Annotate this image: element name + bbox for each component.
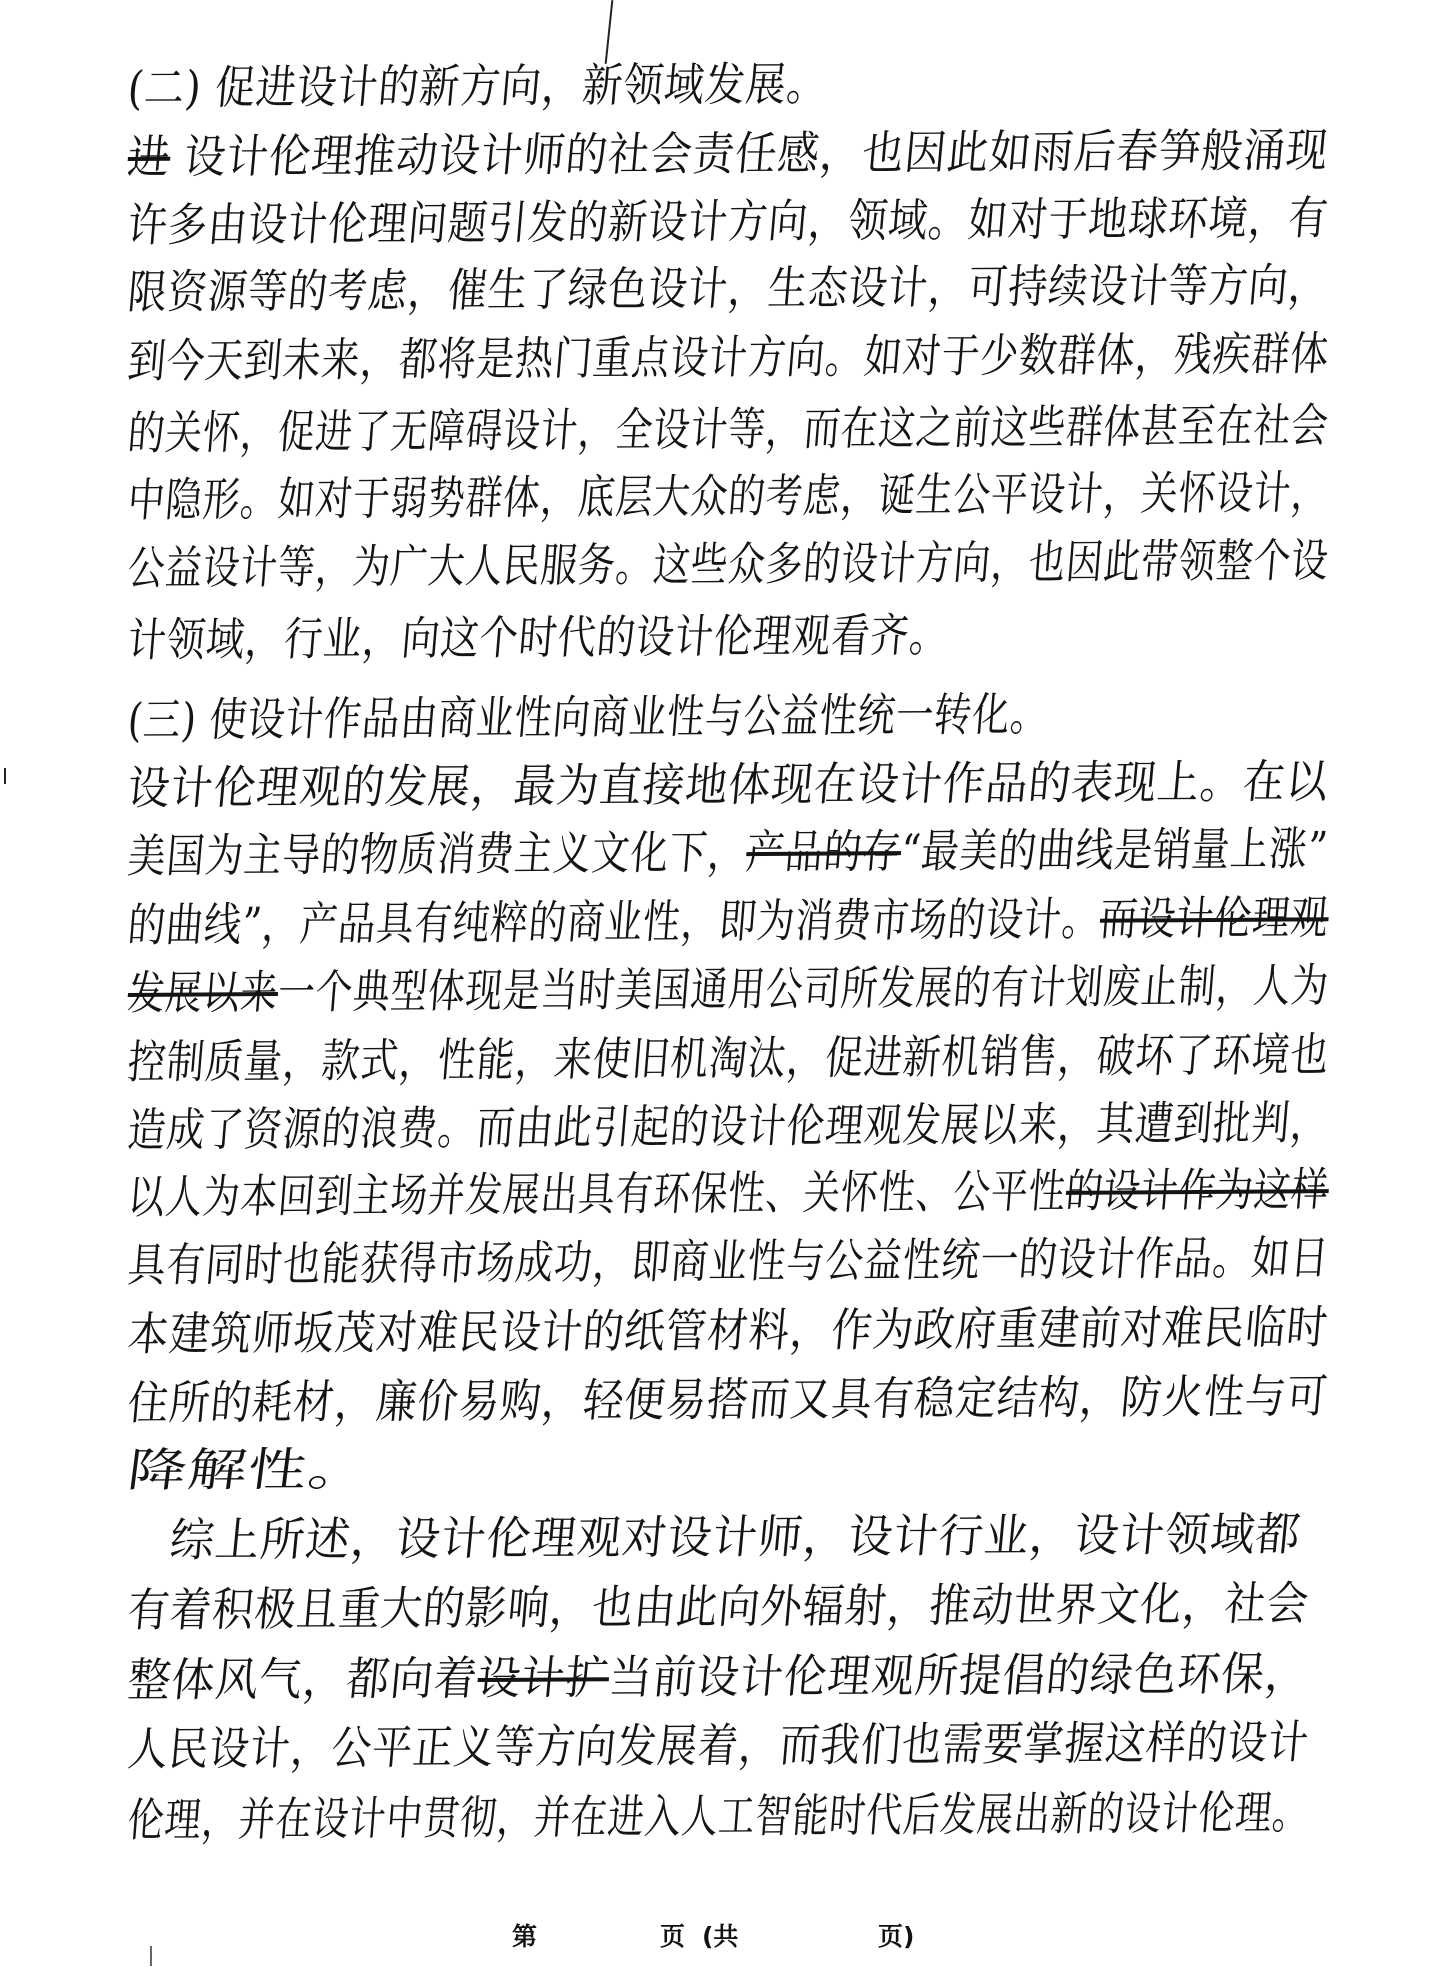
handwritten-line	[126, 1227, 1332, 1295]
line-text: 设计伦理推动设计师的社会责任感，也因此如雨后春笋般涌现	[167, 123, 1331, 184]
line-text: (三) 使设计作品由商业性向商业性与公益性统一转化。	[125, 687, 1051, 747]
line-text: 许多由设计伦理问题引发的新设计方向，领域。如对于地球环境，有	[125, 190, 1331, 252]
handwritten-line	[126, 323, 1332, 391]
line-text: 以人为本回到主场并发展出具有环保性、关怀性、公平性	[125, 1163, 1069, 1224]
handwritten-line	[125, 188, 1331, 255]
line-text: 计领域，行业，向这个时代的设计伦理观看齐。	[125, 607, 951, 667]
handwritten-line	[125, 1643, 1311, 1710]
line-text: (二) 促进设计的新方向，新领域发展。	[125, 56, 830, 115]
handwritten-line	[126, 818, 1331, 886]
footer-page-label: 页	[660, 1922, 686, 1951]
handwritten-line	[125, 255, 1331, 322]
line-text: 的关怀，促进了无障碍设计，全设计等，而在这之前这些群体甚至在社会	[125, 398, 1331, 460]
handwritten-line	[126, 1159, 1332, 1227]
line-text: “最美的曲线是销量上涨”	[898, 821, 1331, 879]
handwritten-line	[125, 120, 1331, 187]
footer-total-label: 页)	[878, 1922, 915, 1951]
line-text: 伦理，并在设计中贯彻，并在进入人工智能时代后发展出新的设计伦理。	[125, 1785, 1312, 1847]
line-text: 具有同时也能获得市场成功，即商业性与公益性统一的设计作品。如日	[125, 1230, 1332, 1292]
line-text: 本建筑师坂茂对难民设计的纸管材料，作为政府重建前对难民临时	[125, 1299, 1331, 1361]
footer-page-label: 第	[512, 1922, 538, 1951]
footer-total-label: (共	[702, 1922, 739, 1951]
handwritten-line	[126, 605, 952, 670]
struck-out-text: 设计扩	[475, 1650, 612, 1706]
line-text: 当前设计伦理观所提倡的绿色环保，	[606, 1646, 1312, 1705]
line-text: 有着积极且重大的影响，也由此向外辐射，推动世界文化，社会	[125, 1576, 1312, 1637]
handwritten-line	[125, 54, 830, 118]
line-text: 限资源等的考虑，催生了绿色设计，生态设计，可持续设计等方向，	[125, 257, 1331, 319]
handwritten-line	[126, 684, 1051, 750]
handwritten-line	[126, 955, 1332, 1023]
line-text: 中隐形。如对于弱势群体，底层大众的考虑，诞生公平设计，关怀设计，	[125, 465, 1331, 527]
handwritten-line	[125, 751, 1331, 818]
handwritten-line	[125, 1366, 1330, 1433]
line-text: 住所的耗材，廉价易购，轻便易搭而又具有稳定结构，防火性与可	[125, 1368, 1331, 1430]
line-text: 降解性。	[124, 1442, 372, 1497]
handwritten-line	[126, 1092, 1332, 1160]
line-text: 设计伦理观的发展，最为直接地体现在设计作品的表现上。在以	[125, 754, 1332, 815]
struck-out-text: 产品的存	[744, 824, 904, 880]
handwritten-line	[126, 462, 1332, 530]
handwritten-line	[125, 1573, 1311, 1640]
line-text: 到今天到未来，都将是热门重点设计方向。如对于少数群体，残疾群体	[125, 326, 1332, 388]
handwritten-line	[125, 1712, 1311, 1779]
struck-out-text: 而设计伦理观	[1097, 890, 1331, 946]
struck-out-text: 发展以来	[125, 965, 281, 1020]
line-text: 公益设计等，为广大人民服务。这些众多的设计方向，也因此带领整个设	[125, 533, 1331, 595]
handwritten-line	[126, 1024, 1332, 1092]
handwritten-line	[126, 530, 1332, 598]
handwritten-line	[126, 887, 1332, 955]
line-text: 造成了资源的浪费。而由此引起的设计伦理观发展以来，其遭到批判，	[125, 1095, 1332, 1157]
line-text: 的曲线”，产品具有纯粹的商业性，即为消费市场的设计。	[125, 891, 1103, 952]
left-margin-tick	[4, 768, 6, 784]
line-text: 整体风气，都向着	[125, 1651, 481, 1707]
line-text: 综上所述，设计伦理观对设计师，设计行业，设计领域都	[167, 1506, 1304, 1567]
handwritten-line	[167, 1504, 1304, 1570]
handwritten-line	[125, 1297, 1330, 1364]
handwritten-line	[126, 1782, 1312, 1850]
line-text: 一个典型体现是当时美国通用公司所发展的有计划废止制，人为	[275, 958, 1331, 1020]
handwritten-line	[124, 1439, 372, 1500]
struck-out-text: 进	[125, 129, 173, 184]
struck-out-text: 的设计作为这样	[1064, 1162, 1331, 1218]
line-text: 控制质量，款式，性能，来使旧机淘汰，促进新机销售，破坏了环境也	[125, 1027, 1332, 1089]
line-text: 美国为主导的物质消费主义文化下，	[125, 825, 749, 883]
line-text: 人民设计，公平正义等方向发展着，而我们也需要掌握这样的设计	[125, 1714, 1312, 1776]
bottom-margin-tick	[150, 1946, 152, 1966]
handwritten-line	[126, 395, 1332, 463]
